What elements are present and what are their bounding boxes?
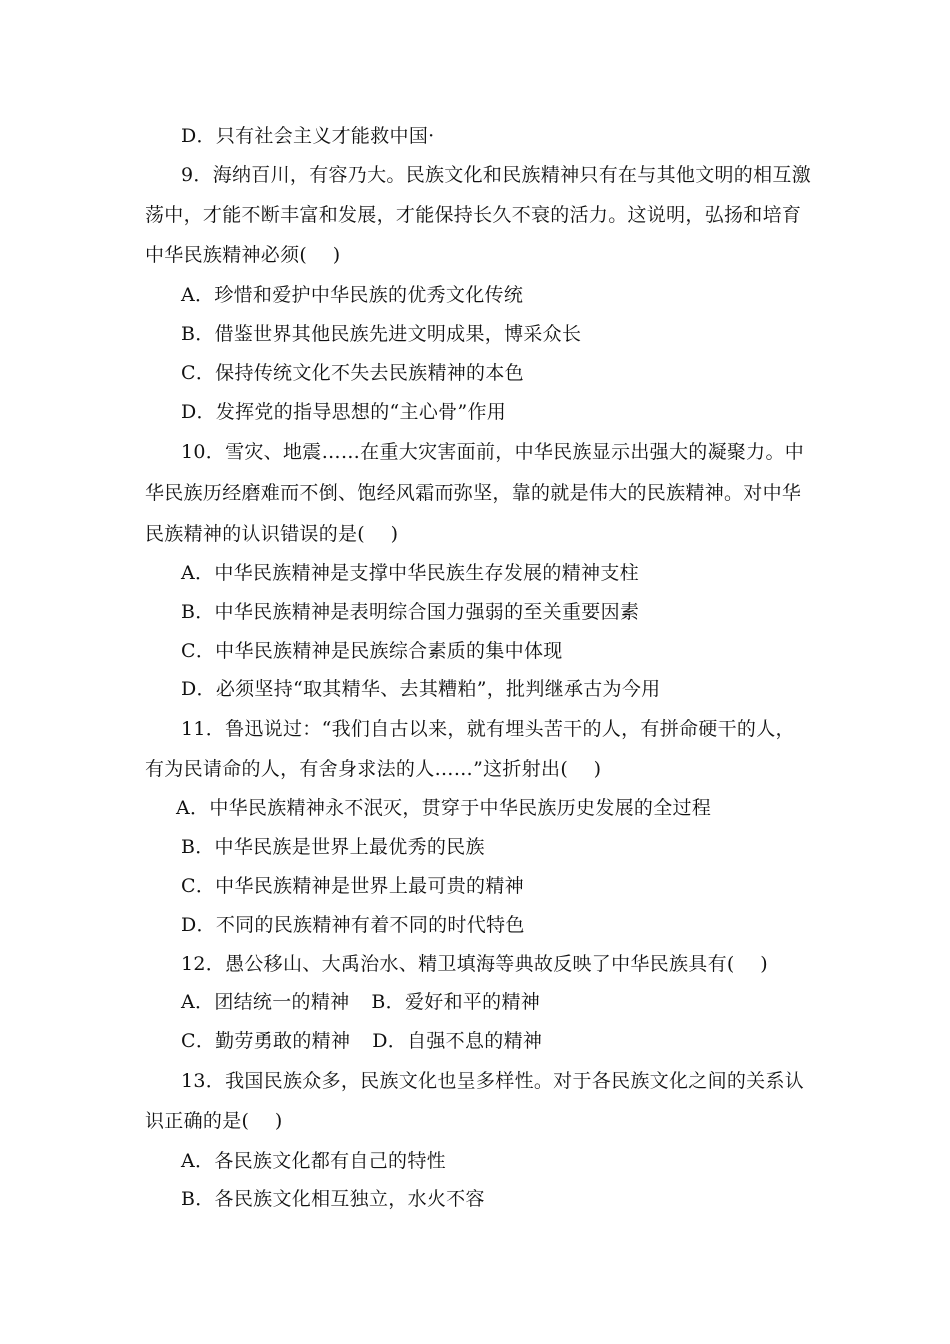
q9-stem-line2: 荡中，才能不断丰富和发展，才能保持长久不衰的活力。这说明，弘扬和培育: [145, 204, 802, 226]
q9-stem-line3: 中华民族精神必须( ): [145, 244, 341, 266]
q12-options-row2: [181, 1029, 542, 1053]
q11-option-d: D．不同的民族精神有着不同的时代特色: [181, 914, 525, 936]
q12-option-d: D．自强不息的精神: [372, 1030, 543, 1052]
q13-option-b: B．各民族文化相互独立，水火不容: [181, 1188, 485, 1210]
q9-option-d: D．发挥党的指导思想的“主心骨”作用: [181, 401, 507, 423]
q13-stem-line2: 识正确的是( ): [145, 1110, 283, 1132]
q10-option-d: D．必须坚持“取其精华、去其糟粕”，批判继承古为今用: [181, 678, 661, 700]
q10-option-a: A．中华民族精神是支撑中华民族生存发展的精神支柱: [181, 562, 639, 584]
q12-options-row1: [181, 990, 540, 1014]
q10-option-c: C．中华民族精神是民族综合素质的集中体现: [181, 640, 563, 662]
q12-option-b: B．爱好和平的精神: [371, 991, 541, 1013]
q8-option-d: D．只有社会主义才能救中国·: [181, 125, 435, 147]
q9-option-b: B．借鉴世界其他民族先进文明成果，博采众长: [181, 323, 582, 345]
q13-stem-line1: 13．我国民族众多，民族文化也呈多样性。对于各民族文化之间的关系认: [181, 1070, 805, 1092]
q9-stem-line1: 9．海纳百川，有容乃大。民族文化和民族精神只有在与其他文明的相互激: [181, 164, 811, 186]
q13-option-a: A．各民族文化都有自己的特性: [181, 1150, 446, 1172]
q11-stem-line2: 有为民请命的人，有舍身求法的人……”这折射出( ): [145, 758, 602, 780]
q10-stem-line1: 10．雪灾、地震……在重大灾害面前，中华民族显示出强大的凝聚力。中: [181, 441, 805, 463]
q9-option-a: A．珍惜和爱护中华民族的优秀文化传统: [181, 284, 524, 306]
q9-option-c: C．保持传统文化不失去民族精神的本色: [181, 362, 524, 384]
q12-option-a: A．团结统一的精神: [181, 991, 350, 1013]
q10-stem-line2: 华民族历经磨难而不倒、饱经风霜而弥坚，靠的就是伟大的民族精神。对中华: [145, 482, 802, 504]
q11-option-c: C．中华民族精神是世界上最可贵的精神: [181, 875, 524, 897]
q11-option-a: A．中华民族精神永不泯灭，贯穿于中华民族历史发展的全过程: [176, 797, 712, 819]
q11-option-b: B．中华民族是世界上最优秀的民族: [181, 836, 485, 858]
q12-stem-line1: 12．愚公移山、大禹治水、精卫填海等典故反映了中华民族具有( ): [181, 953, 768, 975]
q12-option-c: C．勤劳勇敢的精神: [181, 1030, 351, 1052]
q10-stem-line3: 民族精神的认识错误的是( ): [145, 523, 399, 545]
q11-stem-line1: 11．鲁迅说过：“我们自古以来，就有埋头苦干的人，有拼命硬干的人，: [181, 718, 795, 740]
q10-option-b: B．中华民族精神是表明综合国力强弱的至关重要因素: [181, 601, 640, 623]
